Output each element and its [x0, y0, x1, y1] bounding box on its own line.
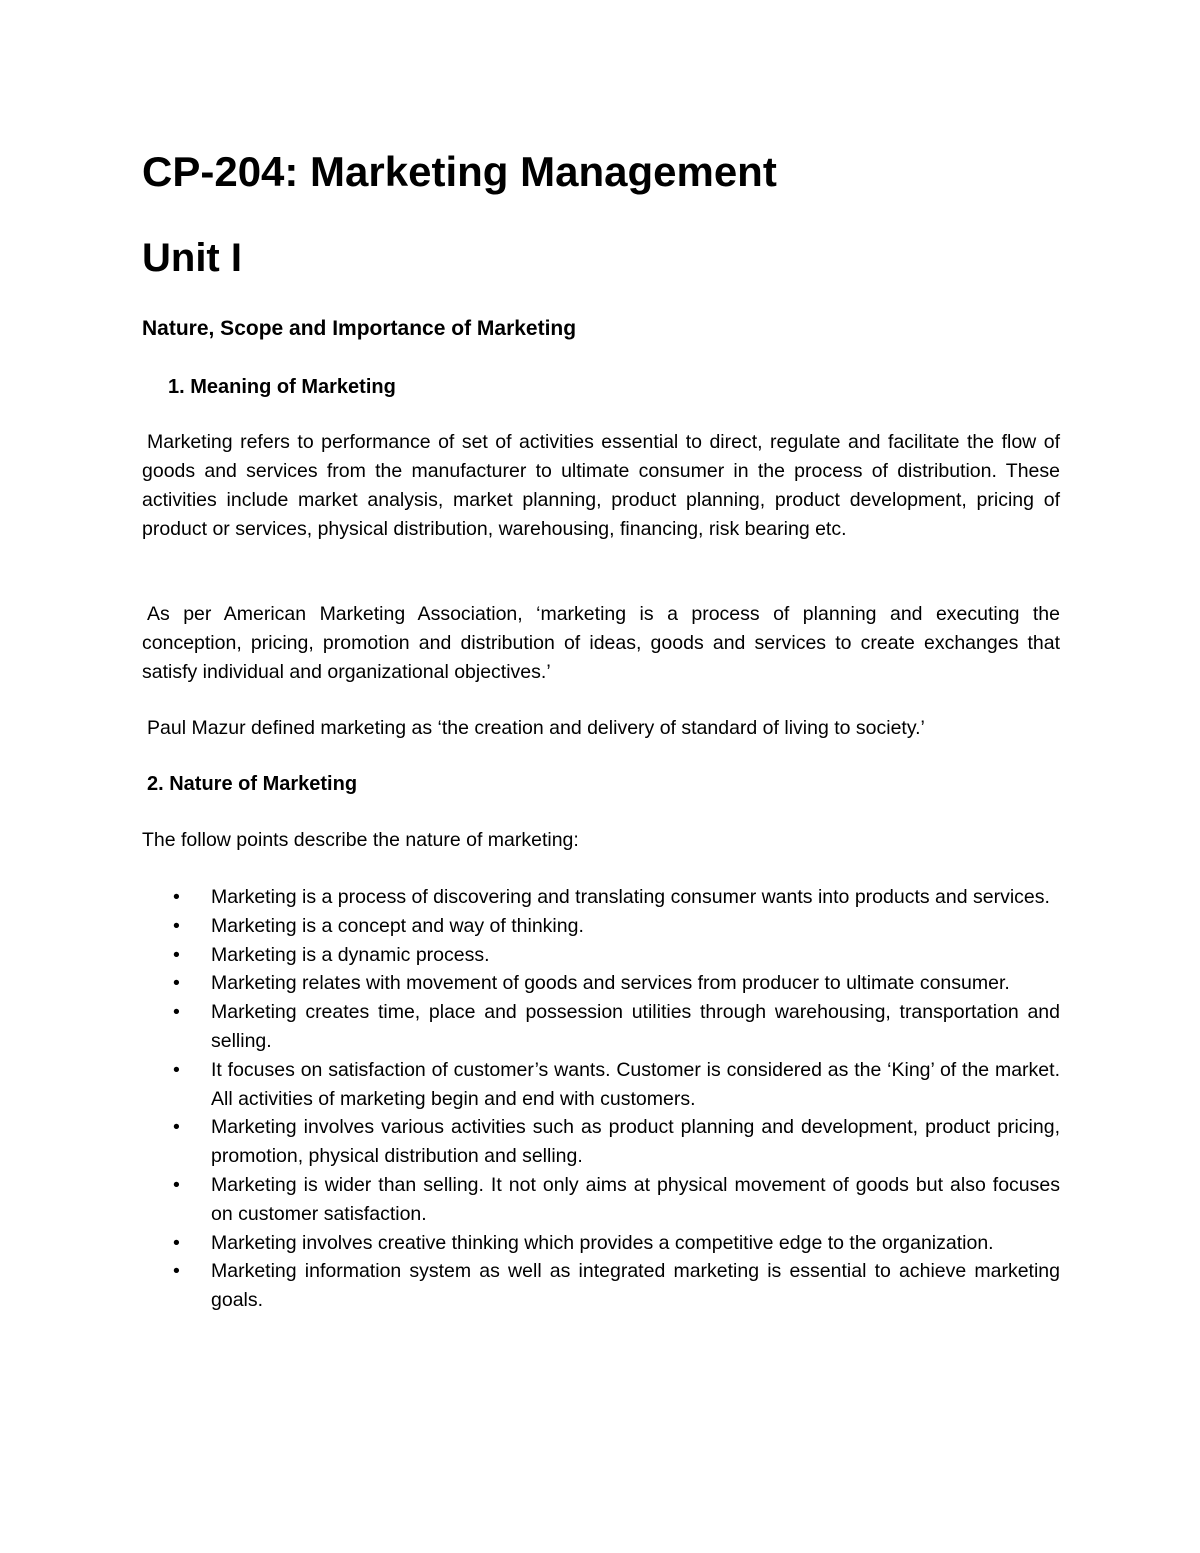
list-item-text: Marketing is a concept and way of thinking. — [211, 914, 584, 937]
list-item-text: Marketing involves creative thinking which provides a competitive edge to the organization. — [211, 1231, 994, 1254]
bullet-icon: • — [173, 886, 180, 908]
list-item — [142, 1229, 1060, 1258]
list-item-text: Marketing is a dynamic process. — [211, 943, 490, 966]
list-item — [142, 998, 1060, 1056]
nature-heading: 2. Nature of Marketing — [147, 773, 358, 795]
bullet-icon: • — [173, 1116, 180, 1139]
list-item-text: Marketing creates time, place and possession utilities through warehousing, transportation and selling. — [211, 1001, 1060, 1052]
list-item — [142, 1113, 1060, 1171]
list-item — [142, 1257, 1060, 1315]
bullet-icon: • — [173, 914, 180, 937]
meaning-heading: 1. Meaning of Marketing — [168, 376, 396, 398]
meaning-paragraph-2: As per American Marketing Association, ‘marketing is a process of planning and executing the conception, pricing, promotion and distribution of ideas, goods and services to create exchanges that satisfy individual and organizational objectives.’ — [142, 603, 1060, 683]
list-item — [142, 941, 1060, 970]
meaning-paragraph-3: Paul Mazur defined marketing as ‘the creation and delivery of standard of living to society.’ — [147, 717, 925, 739]
list-item — [142, 969, 1060, 998]
nature-points-list — [142, 883, 1060, 1315]
unit-heading: Unit I — [142, 236, 242, 280]
bullet-icon: • — [173, 943, 180, 966]
document-title: CP-204: Marketing Management — [142, 148, 777, 195]
bullet-icon: • — [173, 1058, 180, 1081]
list-item — [142, 883, 1060, 912]
list-item-text: Marketing is a process of discovering and translating consumer wants into products and services. — [211, 886, 1050, 908]
section-heading: Nature, Scope and Importance of Marketing — [142, 317, 577, 340]
list-item-text: Marketing is wider than selling. It not only aims at physical movement of goods but also focuses on customer satisfaction. — [211, 1173, 1060, 1225]
list-item — [142, 912, 1060, 941]
list-item-text: Marketing relates with movement of goods and services from producer to ultimate consumer. — [211, 972, 1010, 995]
bullet-icon: • — [173, 1231, 180, 1254]
list-item — [142, 1171, 1060, 1229]
bullet-icon: • — [173, 972, 180, 995]
list-item-text: It focuses on satisfaction of customer’s wants. Customer is considered as the ‘King’ of the market. All activities of marketing begin and end with customers. — [211, 1058, 1060, 1110]
bullet-icon: • — [173, 1260, 180, 1283]
list-item — [142, 1056, 1060, 1114]
meaning-paragraph-1: Marketing refers to performance of set of activities essential to direct, regulate and facilitate the flow of goods and services from the manufacturer to ultimate consumer in the process of distribution. These activities include market analysis, market planning, product planning, product development, pricing of product or services, physical distribution, warehousing, financing, risk bearing etc. — [142, 431, 1060, 540]
list-item-text: Marketing information system as well as integrated marketing is essential to achieve marketing goals. — [211, 1260, 1060, 1312]
nature-intro: The follow points describe the nature of marketing: — [142, 829, 579, 851]
bullet-icon: • — [173, 1173, 180, 1196]
bullet-icon: • — [173, 1001, 180, 1024]
list-item-text: Marketing involves various activities such as product planning and development, product pricing, promotion, physical distribution and selling. — [211, 1116, 1060, 1168]
